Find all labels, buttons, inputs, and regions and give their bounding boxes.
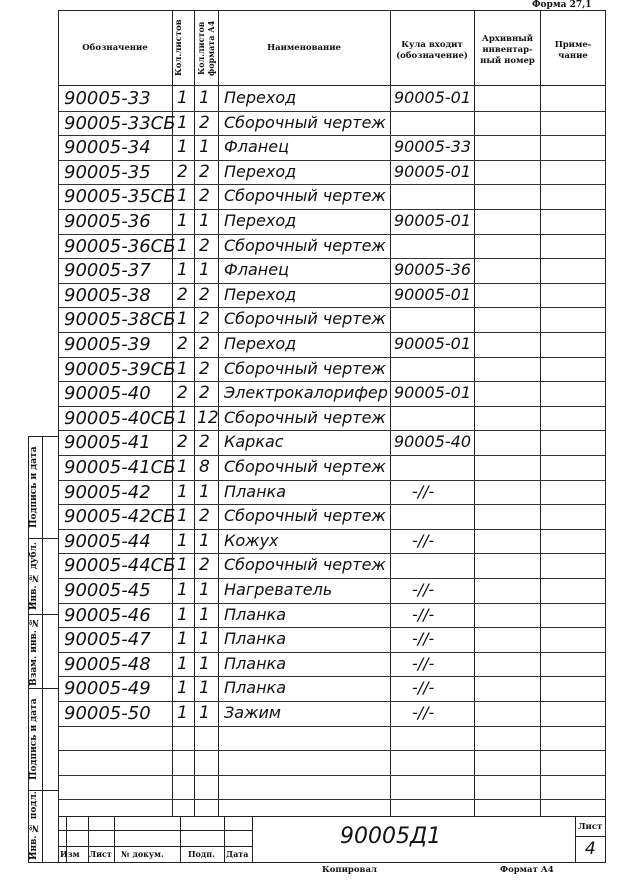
cell-a4: 2 <box>199 506 210 527</box>
cell-name: Планка <box>224 629 286 649</box>
cell-name: Сборочный чертеж <box>224 186 386 206</box>
cell-designation: 90005-35СБ <box>64 186 176 208</box>
row-divider <box>58 111 606 112</box>
side-strip-mid <box>42 436 43 862</box>
cell-name: Сборочный чертеж <box>224 407 386 427</box>
cell-sheets: 1 <box>177 678 188 699</box>
frame-right <box>605 10 606 862</box>
row-divider <box>58 258 606 259</box>
cell-designation: 90005-44СБ <box>64 555 176 577</box>
tb-list: Лист <box>89 849 112 859</box>
title-block-col <box>575 816 576 862</box>
sheet-label: Лист <box>578 822 603 832</box>
cell-included: 90005-01 <box>394 334 472 353</box>
row-divider <box>58 750 606 751</box>
tb-date: Дата <box>226 849 249 859</box>
cell-sheets: 1 <box>177 211 188 231</box>
row-divider <box>58 627 606 628</box>
row-divider <box>58 430 606 431</box>
row-divider <box>58 381 606 382</box>
cell-sheets: 1 <box>177 407 188 428</box>
cell-sheets: 1 <box>177 506 188 527</box>
tb-sign: Подп. <box>188 849 215 859</box>
row-divider <box>58 307 606 308</box>
cell-name: Сборочный чертеж <box>224 555 386 575</box>
side-label-sign-date-1: Подпись и дата <box>29 698 39 780</box>
cell-sheets: 2 <box>177 432 188 453</box>
header-bottom <box>58 85 606 86</box>
cell-name: Переход <box>224 161 297 181</box>
cell-name: Планка <box>224 481 286 501</box>
cell-designation: 90005-46 <box>64 604 151 626</box>
row-divider <box>58 455 606 456</box>
row-divider <box>58 529 606 530</box>
cell-a4: 1 <box>199 604 210 625</box>
cell-name: Каркас <box>224 432 284 452</box>
cell-sheets: 2 <box>177 284 188 305</box>
cell-name: Нагреватель <box>224 580 333 599</box>
cell-a4: 2 <box>199 186 210 207</box>
col-line <box>390 10 391 816</box>
row-divider <box>58 406 606 407</box>
cell-designation: 90005-47 <box>64 629 151 651</box>
cell-sheets: 1 <box>177 137 188 158</box>
cell-a4: 1 <box>199 580 210 600</box>
cell-sheets: 1 <box>177 309 188 330</box>
cell-sheets: 1 <box>177 481 188 502</box>
cell-a4: 1 <box>199 703 210 723</box>
cell-included: 90005-01 <box>394 383 472 403</box>
cell-a4: 2 <box>199 358 210 379</box>
cell-a4: 1 <box>199 137 210 158</box>
header-sheets-a4: Кол.листов формата А4 <box>196 20 216 76</box>
cell-included: -//- <box>412 629 435 649</box>
cell-included: -//- <box>412 580 435 599</box>
cell-sheets: 1 <box>177 358 188 379</box>
cell-name: Фланец <box>224 260 289 280</box>
cell-included: 90005-40 <box>394 432 472 452</box>
cell-a4: 1 <box>199 88 210 108</box>
row-divider <box>58 160 606 161</box>
cell-designation: 90005-39СБ <box>64 358 176 380</box>
title-block-col <box>114 816 115 862</box>
side-label-vzam: Взам. инв. № <box>29 616 39 686</box>
cell-a4: 2 <box>199 284 210 305</box>
frame-bottom <box>28 862 606 863</box>
row-divider <box>58 553 606 554</box>
row-divider <box>58 726 606 727</box>
cell-a4: 1 <box>199 260 210 281</box>
cell-sheets: 1 <box>177 653 188 674</box>
cell-name: Сборочный чертеж <box>224 112 386 132</box>
cell-included: 90005-01 <box>394 211 472 230</box>
tb-doc: № докум. <box>121 849 164 859</box>
cell-included: 90005-01 <box>394 284 472 304</box>
cell-designation: 90005-42СБ <box>64 506 176 528</box>
cell-sheets: 1 <box>177 629 188 650</box>
footer-format: Формат А4 <box>500 865 554 875</box>
cell-included: 90005-36 <box>394 260 472 280</box>
cell-included: -//- <box>412 653 435 673</box>
row-divider <box>58 504 606 505</box>
cell-name: Сборочный чертеж <box>224 457 386 476</box>
row-divider <box>58 701 606 702</box>
cell-included: 90005-01 <box>394 88 472 107</box>
cell-sheets: 2 <box>177 161 188 182</box>
cell-name: Кожух <box>224 530 279 550</box>
footer-copied: Копировал <box>322 865 377 875</box>
header-name: Наименование <box>267 42 341 53</box>
cell-name: Переход <box>224 284 297 304</box>
cell-included: 90005-33 <box>394 137 472 157</box>
doc-code: 90005Д1 <box>340 824 442 849</box>
row-divider <box>58 332 606 333</box>
title-block-sheetline <box>575 836 606 837</box>
cell-name: Сборочный чертеж <box>224 309 386 329</box>
row-divider <box>58 283 606 284</box>
cell-a4: 1 <box>199 653 210 674</box>
cell-sheets: 1 <box>177 235 188 256</box>
cell-sheets: 1 <box>177 604 188 625</box>
cell-included: -//- <box>412 703 435 722</box>
cell-designation: 90005-37 <box>64 260 151 282</box>
cell-designation: 90005-35 <box>64 161 151 183</box>
cell-sheets: 1 <box>177 88 188 108</box>
col-line <box>194 10 195 816</box>
cell-included: -//- <box>412 530 435 550</box>
cell-designation: 90005-40СБ <box>64 407 176 429</box>
row-divider <box>58 799 606 800</box>
cell-name: Электрокалорифер <box>224 383 388 403</box>
cell-name: Переход <box>224 334 297 353</box>
cell-included: -//- <box>412 481 435 501</box>
cell-a4: 8 <box>199 457 210 477</box>
cell-a4: 1 <box>199 678 210 699</box>
row-divider <box>58 135 606 136</box>
cell-designation: 90005-34 <box>64 137 151 159</box>
cell-name: Фланец <box>224 137 289 157</box>
cell-a4: 2 <box>199 309 210 330</box>
cell-included: -//- <box>412 678 435 698</box>
cell-a4: 12 <box>197 407 219 428</box>
cell-sheets: 1 <box>177 186 188 207</box>
cell-name: Планка <box>224 604 286 624</box>
cell-designation: 90005-36 <box>64 211 151 232</box>
title-block-col <box>180 816 181 862</box>
cell-designation: 90005-38 <box>64 284 151 306</box>
cell-a4: 2 <box>199 555 210 576</box>
cell-a4: 2 <box>199 334 210 354</box>
side-label-sign-date-2: Подпись и дата <box>29 446 39 528</box>
cell-a4: 1 <box>199 481 210 502</box>
col-line <box>474 10 475 816</box>
cell-designation: 90005-38СБ <box>64 309 176 331</box>
cell-designation: 90005-36СБ <box>64 235 176 257</box>
row-divider <box>58 578 606 579</box>
cell-name: Переход <box>224 88 297 107</box>
cell-a4: 2 <box>199 112 210 133</box>
cell-designation: 90005-45 <box>64 580 151 601</box>
row-divider <box>58 234 606 235</box>
cell-sheets: 1 <box>177 260 188 281</box>
header-designation: Обозначение <box>82 42 148 53</box>
header-note: Приме-чание <box>554 40 592 61</box>
cell-sheets: 2 <box>177 334 188 354</box>
cell-sheets: 1 <box>177 580 188 600</box>
cell-sheets: 1 <box>177 112 188 133</box>
cell-a4: 2 <box>199 161 210 182</box>
cell-designation: 90005-39 <box>64 334 151 355</box>
tb-izm: Изм <box>60 849 80 859</box>
row-divider <box>58 480 606 481</box>
cell-designation: 90005-40 <box>64 383 151 405</box>
cell-sheets: 1 <box>177 457 188 477</box>
header-included-in: Кула входит (обозначение) <box>396 40 468 61</box>
title-block-top <box>58 816 606 817</box>
cell-sheets: 1 <box>177 703 188 723</box>
cell-name: Сборочный чертеж <box>224 235 386 255</box>
cell-sheets: 1 <box>177 555 188 576</box>
cell-name: Зажим <box>224 703 281 722</box>
cell-sheets: 1 <box>177 530 188 551</box>
side-label-inv-podl: Инв. № подл. <box>29 791 39 861</box>
cell-name: Планка <box>224 678 286 698</box>
cell-designation: 90005-33СБ <box>64 112 176 134</box>
cell-a4: 1 <box>199 530 210 551</box>
cell-a4: 1 <box>199 629 210 650</box>
side-label-inv-dubl: Инв. № дубл. <box>29 542 39 610</box>
row-divider <box>58 676 606 677</box>
cell-designation: 90005-42 <box>64 481 151 503</box>
cell-included: 90005-01 <box>394 161 472 181</box>
title-block-col <box>224 816 225 862</box>
cell-name: Планка <box>224 653 286 673</box>
row-divider <box>58 184 606 185</box>
cell-designation: 90005-41СБ <box>64 457 176 478</box>
cell-designation: 90005-49 <box>64 678 151 700</box>
cell-designation: 90005-48 <box>64 653 151 675</box>
header-archive-no: Архивный инвентар-ный номер <box>480 33 535 66</box>
form-label: Форма 27,1 <box>532 0 592 10</box>
sheet-number: 4 <box>585 839 596 859</box>
cell-name: Сборочный чертеж <box>224 358 386 378</box>
cell-a4: 2 <box>199 383 210 404</box>
cell-designation: 90005-50 <box>64 703 151 724</box>
row-divider <box>58 652 606 653</box>
title-block-col <box>252 816 253 862</box>
row-divider <box>58 603 606 604</box>
cell-included: -//- <box>412 604 435 624</box>
cell-designation: 90005-33 <box>64 88 151 109</box>
row-divider <box>58 209 606 210</box>
cell-name: Сборочный чертеж <box>224 506 386 526</box>
col-line <box>540 10 541 816</box>
cell-designation: 90005-41 <box>64 432 151 454</box>
cell-a4: 1 <box>199 211 210 231</box>
cell-a4: 2 <box>199 235 210 256</box>
cell-a4: 2 <box>199 432 210 453</box>
header-sheets-count: Кол.листов <box>174 19 184 77</box>
row-divider <box>58 357 606 358</box>
cell-designation: 90005-44 <box>64 530 151 552</box>
frame-left <box>58 10 59 862</box>
cell-name: Переход <box>224 211 297 230</box>
cell-sheets: 2 <box>177 383 188 404</box>
row-divider <box>58 775 606 776</box>
frame-top <box>58 10 606 11</box>
